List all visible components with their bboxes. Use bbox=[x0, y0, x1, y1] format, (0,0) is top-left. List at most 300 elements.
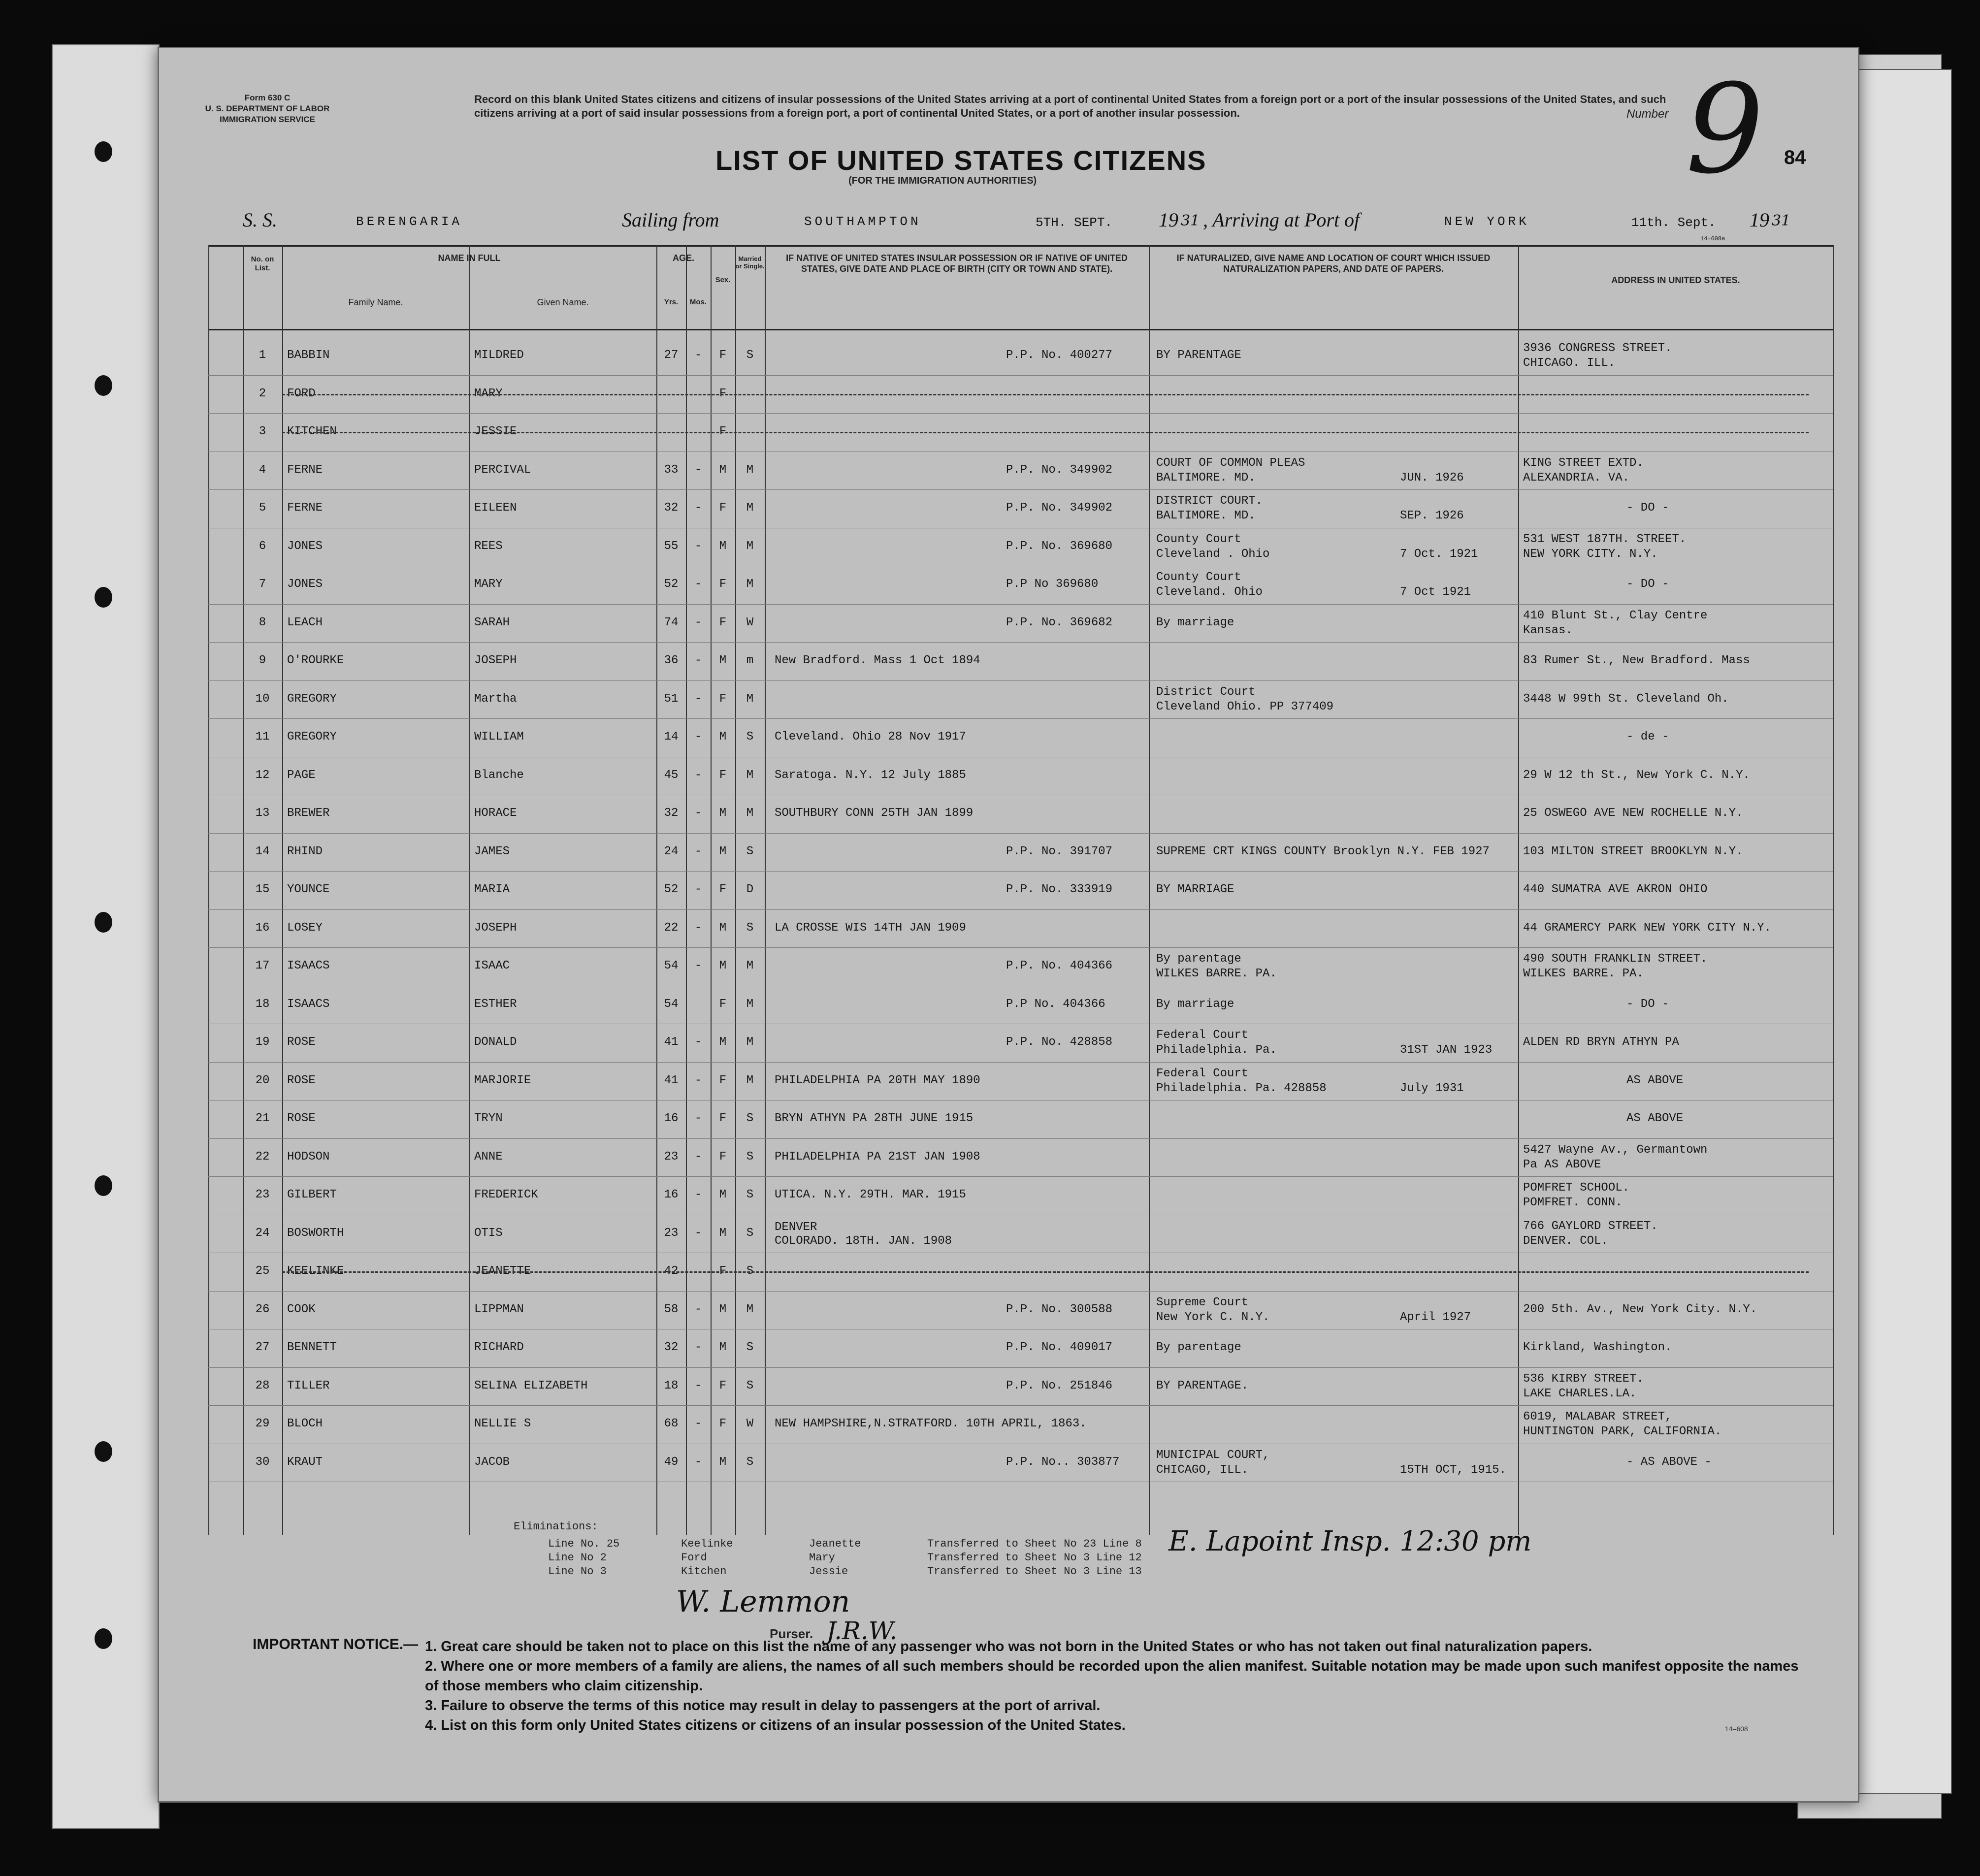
cell-birth: LA CROSSE WIS 14TH JAN 1909 bbox=[775, 921, 966, 935]
cell-no: 12 bbox=[255, 768, 270, 782]
cell-addr: - de - bbox=[1626, 730, 1669, 744]
row-rule bbox=[208, 871, 1833, 872]
cell-yrs: 32 bbox=[664, 501, 679, 515]
cell-addr: AS ABOVE bbox=[1626, 1112, 1684, 1125]
cell-no: 23 bbox=[255, 1188, 270, 1201]
cell-nat2: WILKES BARRE. PA. bbox=[1156, 967, 1277, 980]
cell-given: SARAH bbox=[474, 615, 510, 629]
cell-given: JOSEPH bbox=[474, 921, 517, 935]
cell-given: MARIA bbox=[474, 883, 510, 896]
cell-addr2: HUNTINGTON PARK, CALIFORNIA. bbox=[1523, 1425, 1722, 1438]
cell-sex: M bbox=[719, 730, 727, 744]
cell-natdate: 7 Oct 1921 bbox=[1400, 585, 1471, 599]
cell-mos: - bbox=[694, 730, 702, 744]
cell-sex: F bbox=[719, 768, 727, 782]
elim-given: Mary bbox=[809, 1552, 835, 1564]
cell-yrs: 22 bbox=[664, 921, 679, 935]
elim-note: Transferred to Sheet No 3 Line 12 bbox=[927, 1552, 1142, 1564]
cell-addr: - DO - bbox=[1626, 501, 1669, 515]
cell-addr: 25 OSWEGO AVE NEW ROCHELLE N.Y. bbox=[1523, 807, 1743, 820]
cell-ms: m bbox=[746, 654, 754, 667]
cell-ms: W bbox=[746, 1417, 754, 1430]
cell-yrs: 42 bbox=[664, 1264, 679, 1278]
cell-family: GREGORY bbox=[287, 692, 337, 706]
cell-birth: PHILADELPHIA PA 20TH MAY 1890 bbox=[775, 1073, 980, 1087]
cell-birth: New Bradford. Mass 1 Oct 1894 bbox=[775, 654, 980, 667]
cell-no: 17 bbox=[255, 959, 270, 972]
cell-no: 8 bbox=[259, 615, 266, 629]
cell-birth: P.P. No. 333919 bbox=[1006, 883, 1113, 896]
col-rule bbox=[1518, 245, 1519, 1535]
cell-sex: F bbox=[719, 1417, 727, 1430]
cell-natdate: JUN. 1926 bbox=[1400, 471, 1464, 485]
cell-mos: - bbox=[694, 1417, 702, 1430]
cell-ms: S bbox=[746, 1150, 754, 1164]
col-rule bbox=[208, 245, 209, 1535]
row-rule bbox=[208, 947, 1833, 948]
cell-sex: F bbox=[719, 615, 727, 629]
cell-mos: - bbox=[694, 1112, 702, 1125]
cell-given: TRYN bbox=[474, 1112, 503, 1125]
cell-family: FERNE bbox=[287, 501, 323, 515]
cell-birth: P.P. No. 369680 bbox=[1006, 539, 1113, 553]
cell-ms: S bbox=[746, 921, 754, 935]
cell-family: FERNE bbox=[287, 463, 323, 477]
sheet-number: 9 bbox=[1686, 58, 1764, 201]
cell-given: MARY bbox=[474, 387, 503, 400]
cell-yrs: 24 bbox=[664, 844, 679, 858]
cell-family: BLOCH bbox=[287, 1417, 323, 1430]
cell-no: 13 bbox=[255, 807, 270, 820]
cell-family: KRAUT bbox=[287, 1455, 323, 1469]
cell-birth: DENVER bbox=[775, 1220, 817, 1234]
cell-birth: NEW HAMPSHIRE,N.STRATFORD. 10TH APRIL, 1863. bbox=[775, 1417, 1087, 1430]
cell-addr2: WILKES BARRE. PA. bbox=[1523, 967, 1644, 980]
cell-mos: - bbox=[694, 807, 702, 820]
cell-birth: P.P No. 404366 bbox=[1006, 997, 1105, 1011]
cell-addr: 5427 Wayne Av., Germantown bbox=[1523, 1143, 1708, 1157]
cell-nat2: Cleveland. Ohio bbox=[1156, 585, 1263, 599]
elim-family: Kitchen bbox=[681, 1565, 727, 1578]
cell-sex: F bbox=[719, 883, 727, 896]
cell-yrs: 32 bbox=[664, 1341, 679, 1354]
cell-birth: P.P. No. 404366 bbox=[1006, 959, 1113, 972]
cell-nat2: Cleveland . Ohio bbox=[1156, 547, 1270, 561]
cell-addr2: ALEXANDRIA. VA. bbox=[1523, 471, 1630, 485]
cell-mos: - bbox=[694, 768, 702, 782]
row-rule bbox=[208, 680, 1833, 681]
cell-yrs: 14 bbox=[664, 730, 679, 744]
cell-yrs: 33 bbox=[664, 463, 679, 477]
cell-sex: M bbox=[719, 844, 727, 858]
cell-ms: S bbox=[746, 1455, 754, 1469]
cell-addr2: Pa AS ABOVE bbox=[1523, 1158, 1601, 1171]
sail-year: 31 bbox=[1181, 212, 1200, 229]
binder-hole bbox=[95, 1441, 112, 1462]
sail-date: 5TH. SEPT. bbox=[1036, 215, 1113, 230]
cell-nat: COURT OF COMMON PLEAS bbox=[1156, 456, 1305, 470]
sailing-from-label: Sailing from bbox=[622, 209, 719, 231]
cell-ms: S bbox=[746, 349, 754, 362]
cell-sex: F bbox=[719, 349, 727, 362]
cell-yrs: 68 bbox=[664, 1417, 679, 1430]
cell-family: COOK bbox=[287, 1302, 316, 1316]
row-rule bbox=[208, 1291, 1833, 1292]
cell-family: BABBIN bbox=[287, 349, 330, 362]
row-rule bbox=[208, 718, 1833, 719]
cell-birth: P.P. No. 428858 bbox=[1006, 1035, 1113, 1049]
col-rule bbox=[765, 245, 766, 1535]
cell-family: GILBERT bbox=[287, 1188, 337, 1201]
cell-ms: M bbox=[746, 807, 754, 820]
col-header-mos: Mos. bbox=[689, 298, 707, 306]
cell-mos: - bbox=[694, 1035, 702, 1049]
row-rule bbox=[208, 833, 1833, 834]
cell-addr: - DO - bbox=[1626, 997, 1669, 1011]
elim-line-no: Line No 2 bbox=[548, 1552, 607, 1564]
cell-given: SELINA ELIZABETH bbox=[474, 1379, 588, 1392]
col-header-naturalized: IF NATURALIZED, GIVE NAME AND LOCATION OF COURT WHICH ISSUED NATURALIZATION PAPERS, AND DATE OF PAPERS. bbox=[1176, 253, 1491, 274]
cell-mos: - bbox=[694, 921, 702, 935]
cell-nat: SUPREME CRT KINGS COUNTY Brooklyn N.Y. FEB 1927 bbox=[1156, 844, 1490, 858]
cell-nat2: BALTIMORE. MD. bbox=[1156, 471, 1256, 485]
cell-given: JESSIE bbox=[474, 425, 517, 438]
cell-mos: - bbox=[694, 654, 702, 667]
row-rule bbox=[208, 604, 1833, 605]
cell-mos: - bbox=[694, 349, 702, 362]
notice-item: 1. Great care should be taken not to place on this list the name of any passenger who was not born in the United States or who has not taken out final naturalization papers. bbox=[425, 1639, 1592, 1654]
cell-family: ISAACS bbox=[287, 997, 330, 1011]
eliminations-label: Eliminations: bbox=[514, 1520, 598, 1533]
cell-sex: M bbox=[719, 1188, 727, 1201]
cell-addr2: LAKE CHARLES.LA. bbox=[1523, 1387, 1637, 1400]
col-header-address: ADDRESS IN UNITED STATES. bbox=[1611, 275, 1740, 285]
form-small-code: 14–608a bbox=[1700, 235, 1725, 242]
cell-addr: 3936 CONGRESS STREET. bbox=[1523, 342, 1672, 355]
cell-family: BENNETT bbox=[287, 1341, 337, 1354]
cell-birth: P.P. No. 391707 bbox=[1006, 844, 1113, 858]
cell-family: ROSE bbox=[287, 1073, 316, 1087]
row-rule bbox=[208, 642, 1833, 643]
cell-nat: By parentage bbox=[1156, 952, 1241, 966]
cell-addr: 490 SOUTH FRANKLIN STREET. bbox=[1523, 952, 1708, 966]
struck-row-line bbox=[282, 1271, 1809, 1273]
row-rule bbox=[208, 413, 1833, 414]
cell-birth: Cleveland. Ohio 28 Nov 1917 bbox=[775, 730, 966, 744]
notice-heading: IMPORTANT NOTICE.— bbox=[253, 1636, 419, 1652]
col-header-family: Family Name. bbox=[348, 297, 403, 307]
cell-family: PAGE bbox=[287, 768, 316, 782]
cell-nat2: Philadelphia. Pa. bbox=[1156, 1043, 1277, 1057]
ss-label: S. S. bbox=[243, 209, 277, 231]
page-number: 84 bbox=[1784, 147, 1806, 168]
table-top-rule bbox=[208, 245, 1833, 247]
cell-no: 25 bbox=[255, 1264, 270, 1278]
cell-no: 21 bbox=[255, 1112, 270, 1125]
row-rule bbox=[208, 375, 1833, 376]
col-header-married: Married or Single. bbox=[735, 255, 765, 270]
cell-given: LIPPMAN bbox=[474, 1302, 524, 1316]
cell-family: ROSE bbox=[287, 1112, 316, 1125]
binder-hole bbox=[95, 912, 112, 933]
cell-yrs: 54 bbox=[664, 997, 679, 1011]
cell-no: 27 bbox=[255, 1341, 270, 1354]
cell-given: DONALD bbox=[474, 1035, 517, 1049]
cell-mos: - bbox=[694, 692, 702, 706]
cell-natdate: July 1931 bbox=[1400, 1081, 1464, 1095]
cell-no: 4 bbox=[259, 463, 266, 477]
cell-natdate: 15TH OCT, 1915. bbox=[1400, 1463, 1507, 1477]
cell-no: 11 bbox=[255, 730, 270, 744]
cell-no: 5 bbox=[259, 501, 266, 515]
cell-given: OTIS bbox=[474, 1226, 503, 1240]
row-rule bbox=[208, 1367, 1833, 1368]
cell-ms: S bbox=[746, 730, 754, 744]
cell-yrs: 51 bbox=[664, 692, 679, 706]
cell-ms: S bbox=[746, 1188, 754, 1201]
cell-mos: - bbox=[694, 883, 702, 896]
cell-given: MARY bbox=[474, 578, 503, 591]
cell-mos: - bbox=[694, 844, 702, 858]
cell-birth: P.P. No. 349902 bbox=[1006, 501, 1113, 515]
cell-yrs: 16 bbox=[664, 1112, 679, 1125]
cell-addr2: Kansas. bbox=[1523, 623, 1573, 637]
cell-no: 3 bbox=[259, 425, 266, 438]
cell-no: 15 bbox=[255, 883, 270, 896]
inspector-signature: E. Lapoint Insp. 12:30 pm bbox=[1169, 1525, 1532, 1557]
notice-item: 4. List on this form only United States citizens or citizens of an insular possession of the United States. bbox=[425, 1717, 1126, 1733]
cell-yrs: 27 bbox=[664, 349, 679, 362]
binder-hole bbox=[95, 587, 112, 608]
col-rule bbox=[282, 245, 283, 1535]
cell-natdate: 31ST JAN 1923 bbox=[1400, 1043, 1493, 1057]
form-number: Form 630 C bbox=[244, 93, 291, 102]
col-rule bbox=[1833, 245, 1834, 1535]
cell-nat: By parentage bbox=[1156, 1341, 1241, 1354]
cell-family: LOSEY bbox=[287, 921, 323, 935]
cell-family: GREGORY bbox=[287, 730, 337, 744]
cell-ms: M bbox=[746, 1035, 754, 1049]
cell-birth: P.P. No. 409017 bbox=[1006, 1341, 1113, 1354]
cell-addr: Kirkland, Washington. bbox=[1523, 1341, 1672, 1354]
cell-sex: M bbox=[719, 1341, 727, 1354]
cell-ms: S bbox=[746, 1112, 754, 1125]
cell-family: KITCHEN bbox=[287, 425, 337, 438]
elimination-line bbox=[548, 1538, 1142, 1550]
sail-year-prefix: 19 bbox=[1159, 209, 1178, 231]
cell-family: BOSWORTH bbox=[287, 1226, 344, 1240]
cell-sex: M bbox=[719, 539, 727, 553]
cell-given: REES bbox=[474, 539, 503, 553]
cell-nat: MUNICIPAL COURT, bbox=[1156, 1448, 1270, 1462]
cell-addr: 531 WEST 187TH. STREET. bbox=[1523, 532, 1687, 546]
cell-ms: M bbox=[746, 768, 754, 782]
cell-sex: M bbox=[719, 1302, 727, 1316]
cell-addr: 103 MILTON STREET BROOKLYN N.Y. bbox=[1523, 844, 1743, 858]
cell-sex: M bbox=[719, 463, 727, 477]
struck-row-line bbox=[282, 394, 1809, 395]
cell-nat: County Court bbox=[1156, 532, 1241, 546]
cell-ms: S bbox=[746, 1379, 754, 1392]
elim-line-no: Line No. 25 bbox=[548, 1538, 620, 1550]
cell-family: HODSON bbox=[287, 1150, 330, 1164]
cell-addr: 83 Rumer St., New Bradford. Mass bbox=[1523, 654, 1750, 667]
cell-ms: S bbox=[746, 1341, 754, 1354]
cell-given: Blanche bbox=[474, 768, 524, 782]
cell-family: TILLER bbox=[287, 1379, 330, 1392]
cell-no: 1 bbox=[259, 349, 266, 362]
cell-yrs: 23 bbox=[664, 1150, 679, 1164]
cell-given: JOSEPH bbox=[474, 654, 517, 667]
cell-sex: F bbox=[719, 692, 727, 706]
cell-birth: P.P. No. 400277 bbox=[1006, 349, 1113, 362]
cell-natdate: 7 Oct. 1921 bbox=[1400, 547, 1478, 561]
cell-mos: - bbox=[694, 539, 702, 553]
cell-nat: Federal Court bbox=[1156, 1029, 1249, 1042]
elim-given: Jessie bbox=[809, 1565, 848, 1578]
form-instructions: Record on this blank United States citizens and citizens of insular possessions of the United States arriving at a port of continental United States from a foreign port or a port of the insular possessions of the United States, and such citizens arriving at a port of said insular possessions from a foreign port, a port of continental United States, or a port of another insular possession. bbox=[474, 93, 1666, 119]
cell-sex: F bbox=[719, 1379, 727, 1392]
cell-sex: F bbox=[719, 1112, 727, 1125]
cell-yrs: 41 bbox=[664, 1073, 679, 1087]
cell-addr2: CHICAGO. ILL. bbox=[1523, 356, 1616, 370]
cell-addr: ALDEN RD BRYN ATHYN PA bbox=[1523, 1035, 1679, 1049]
cell-addr: - AS ABOVE - bbox=[1626, 1455, 1712, 1469]
cell-no: 29 bbox=[255, 1417, 270, 1430]
cell-addr: AS ABOVE bbox=[1626, 1073, 1684, 1087]
cell-nat: Supreme Court bbox=[1156, 1295, 1249, 1309]
col-header-given: Given Name. bbox=[537, 297, 589, 307]
cell-ms: M bbox=[746, 501, 754, 515]
cell-sex: F bbox=[719, 1264, 727, 1278]
cell-yrs: 45 bbox=[664, 768, 679, 782]
cell-ms: W bbox=[746, 615, 754, 629]
cell-nat: County Court bbox=[1156, 571, 1241, 584]
cell-sex: M bbox=[719, 959, 727, 972]
cell-mos: - bbox=[694, 615, 702, 629]
binder-hole bbox=[95, 1175, 112, 1196]
cell-nat: District Court bbox=[1156, 685, 1256, 699]
cell-birth: P.P. No. 251846 bbox=[1006, 1379, 1113, 1392]
row-rule bbox=[208, 1062, 1833, 1063]
ship-name: BERENGARIA bbox=[356, 214, 463, 229]
cell-no: 30 bbox=[255, 1455, 270, 1469]
cell-addr: POMFRET SCHOOL. bbox=[1523, 1181, 1630, 1195]
cell-ms: M bbox=[746, 959, 754, 972]
purser-signature: W. Lemmon bbox=[676, 1585, 850, 1619]
cell-sex: M bbox=[719, 921, 727, 935]
row-rule bbox=[208, 1138, 1833, 1139]
cell-birth: Saratoga. N.Y. 12 July 1885 bbox=[775, 768, 966, 782]
elim-note: Transferred to Sheet No 23 Line 8 bbox=[927, 1538, 1142, 1550]
cell-given: JACOB bbox=[474, 1455, 510, 1469]
cell-yrs: 36 bbox=[664, 654, 679, 667]
cell-given: HORACE bbox=[474, 807, 517, 820]
row-rule bbox=[208, 1405, 1833, 1406]
cell-addr: KING STREET EXTD. bbox=[1523, 456, 1644, 470]
arrive-year: 31 bbox=[1772, 212, 1791, 229]
elim-note: Transferred to Sheet No 3 Line 13 bbox=[927, 1565, 1142, 1578]
elimination-line bbox=[548, 1565, 1142, 1578]
cell-ms: D bbox=[746, 883, 754, 896]
cell-mos: - bbox=[694, 1341, 702, 1354]
row-rule bbox=[208, 1176, 1833, 1177]
cell-mos: - bbox=[694, 501, 702, 515]
notice-item: 2. Where one or more members of a family are aliens, the names of all such members should be recorded upon the alien manifest. Suitable notation may be made upon such manifest opposite the names of those members who claim citizenship. bbox=[425, 1658, 1799, 1694]
cell-no: 22 bbox=[255, 1150, 270, 1164]
cell-yrs: 55 bbox=[664, 539, 679, 553]
cell-addr: 536 KIRBY STREET. bbox=[1523, 1372, 1644, 1386]
cell-birth2: COLORADO. 18TH. JAN. 1908 bbox=[775, 1234, 952, 1248]
cell-yrs: 52 bbox=[664, 883, 679, 896]
cell-no: 14 bbox=[255, 844, 270, 858]
cell-ms: M bbox=[746, 997, 754, 1011]
cell-ms: M bbox=[746, 692, 754, 706]
cell-given: Martha bbox=[474, 692, 517, 706]
service-name: IMMIGRATION SERVICE bbox=[220, 115, 315, 124]
cell-nat: DISTRICT COURT. bbox=[1156, 494, 1263, 508]
cell-family: KEELINKE bbox=[287, 1264, 344, 1278]
cell-nat: By marriage bbox=[1156, 615, 1234, 629]
cell-given: ISAAC bbox=[474, 959, 510, 972]
elim-family: Keelinke bbox=[681, 1538, 733, 1550]
cell-addr: 410 Blunt St., Clay Centre bbox=[1523, 609, 1708, 622]
port-to: NEW YORK bbox=[1444, 214, 1529, 229]
col-header-name: NAME IN FULL bbox=[438, 253, 501, 263]
department-name: U. S. DEPARTMENT OF LABOR bbox=[205, 104, 330, 113]
cell-mos: - bbox=[694, 1455, 702, 1469]
cell-sex: F bbox=[719, 425, 727, 438]
cell-no: 28 bbox=[255, 1379, 270, 1392]
col-header-no: No. on List. bbox=[251, 255, 274, 272]
cell-no: 9 bbox=[259, 654, 266, 667]
cell-yrs: 23 bbox=[664, 1226, 679, 1240]
binder-hole bbox=[95, 375, 112, 396]
cell-birth: SOUTHBURY CONN 25TH JAN 1899 bbox=[775, 807, 974, 820]
cell-sex: F bbox=[719, 387, 727, 400]
row-rule bbox=[208, 489, 1833, 490]
col-rule bbox=[1149, 245, 1150, 1535]
elim-family: Ford bbox=[681, 1552, 707, 1564]
purser-label: Purser. bbox=[770, 1626, 813, 1641]
cell-given: MILDRED bbox=[474, 349, 524, 362]
cell-addr2: DENVER. COL. bbox=[1523, 1234, 1608, 1248]
binder-hole bbox=[95, 141, 112, 162]
cell-nat2: Cleveland Ohio. PP 377409 bbox=[1156, 700, 1334, 713]
cell-no: 26 bbox=[255, 1302, 270, 1316]
cell-mos: - bbox=[694, 1302, 702, 1316]
cell-no: 7 bbox=[259, 578, 266, 591]
page-subtitle: (FOR THE IMMIGRATION AUTHORITIES) bbox=[848, 175, 1037, 186]
cell-no: 6 bbox=[259, 539, 266, 553]
struck-row-line bbox=[282, 432, 1809, 433]
cell-given: NELLIE S bbox=[474, 1417, 531, 1430]
cell-yrs: 16 bbox=[664, 1188, 679, 1201]
cell-mos: - bbox=[694, 1150, 702, 1164]
cell-sex: F bbox=[719, 997, 727, 1011]
cell-birth: UTICA. N.Y. 29TH. MAR. 1915 bbox=[775, 1188, 966, 1201]
cell-addr: 440 SUMATRA AVE AKRON OHIO bbox=[1523, 883, 1708, 896]
cell-family: LEACH bbox=[287, 615, 323, 629]
cell-ms: S bbox=[746, 844, 754, 858]
cell-nat: BY MARRIAGE bbox=[1156, 883, 1234, 896]
cell-ms: M bbox=[746, 539, 754, 553]
cell-mos: - bbox=[694, 463, 702, 477]
cell-sex: F bbox=[719, 1150, 727, 1164]
cell-ms: M bbox=[746, 578, 754, 591]
col-rule bbox=[469, 245, 470, 1535]
cell-mos: - bbox=[694, 1188, 702, 1201]
